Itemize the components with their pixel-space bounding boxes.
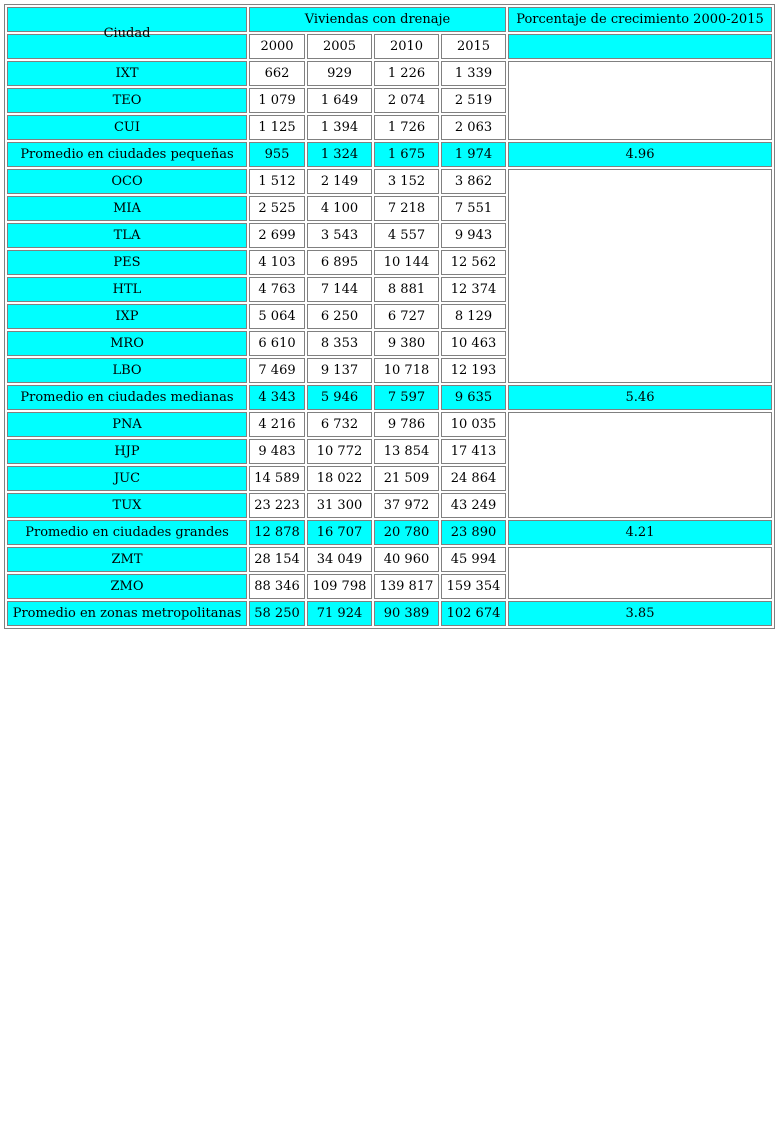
city-name-cell: ZMT — [7, 547, 247, 572]
city-name-cell: OCO — [7, 169, 247, 194]
value-cell: 929 — [307, 61, 372, 86]
value-cell: 31 300 — [307, 493, 372, 518]
value-cell: 3 862 — [441, 169, 506, 194]
average-label-cell: Promedio en ciudades medianas — [7, 385, 247, 410]
growth-empty-cell — [508, 547, 772, 599]
city-name-cell: PNA — [7, 412, 247, 437]
average-value-cell: 1 324 — [307, 142, 372, 167]
average-value-cell: 58 250 — [249, 601, 305, 626]
value-cell: 45 994 — [441, 547, 506, 572]
value-cell: 6 250 — [307, 304, 372, 329]
city-name-cell: PES — [7, 250, 247, 275]
city-name-cell: TLA — [7, 223, 247, 248]
value-cell: 2 074 — [374, 88, 439, 113]
average-value-cell: 20 780 — [374, 520, 439, 545]
value-cell: 8 353 — [307, 331, 372, 356]
value-cell: 4 557 — [374, 223, 439, 248]
city-name-cell: JUC — [7, 466, 247, 491]
value-cell: 37 972 — [374, 493, 439, 518]
value-cell: 8 129 — [441, 304, 506, 329]
housing-drainage-table — [4, 4, 775, 629]
growth-column-header: Porcentaje de crecimiento 2000-2015 — [508, 7, 772, 32]
value-cell: 2 525 — [249, 196, 305, 221]
average-value-cell: 23 890 — [441, 520, 506, 545]
value-cell: 4 216 — [249, 412, 305, 437]
value-cell: 43 249 — [441, 493, 506, 518]
growth-value-cell: 3.85 — [508, 601, 772, 626]
value-cell: 1 394 — [307, 115, 372, 140]
table-row — [7, 412, 772, 437]
value-cell: 28 154 — [249, 547, 305, 572]
city-name-cell: ZMO — [7, 574, 247, 599]
header-row-1 — [7, 7, 772, 32]
average-row — [7, 142, 772, 167]
value-cell: 1 726 — [374, 115, 439, 140]
value-cell: 1 512 — [249, 169, 305, 194]
growth-value-cell: 4.96 — [508, 142, 772, 167]
value-cell: 88 346 — [249, 574, 305, 599]
value-cell: 3 543 — [307, 223, 372, 248]
value-cell: 9 786 — [374, 412, 439, 437]
value-cell: 1 649 — [307, 88, 372, 113]
value-cell: 2 519 — [441, 88, 506, 113]
value-cell: 7 469 — [249, 358, 305, 383]
city-column-header — [7, 7, 247, 41]
value-cell: 6 895 — [307, 250, 372, 275]
value-cell: 23 223 — [249, 493, 305, 518]
value-cell: 18 022 — [307, 466, 372, 491]
value-cell: 4 763 — [249, 277, 305, 302]
value-cell: 6 732 — [307, 412, 372, 437]
city-name-cell: IXT — [7, 61, 247, 86]
value-cell: 2 063 — [441, 115, 506, 140]
value-cell: 9 137 — [307, 358, 372, 383]
value-cell: 17 413 — [441, 439, 506, 464]
average-value-cell: 12 878 — [249, 520, 305, 545]
value-cell: 139 817 — [374, 574, 439, 599]
value-cell: 2 149 — [307, 169, 372, 194]
city-header-label: Ciudad — [103, 26, 151, 41]
value-cell: 662 — [249, 61, 305, 86]
table-row — [7, 169, 772, 194]
value-cell: 6 727 — [374, 304, 439, 329]
growth-empty-cell — [508, 412, 772, 518]
average-row — [7, 520, 772, 545]
average-value-cell: 955 — [249, 142, 305, 167]
value-cell: 1 226 — [374, 61, 439, 86]
value-cell: 4 100 — [307, 196, 372, 221]
value-cell: 3 152 — [374, 169, 439, 194]
value-cell: 5 064 — [249, 304, 305, 329]
city-name-cell: HTL — [7, 277, 247, 302]
value-cell: 12 562 — [441, 250, 506, 275]
growth-empty-cell — [508, 61, 772, 140]
city-name-cell: IXP — [7, 304, 247, 329]
average-value-cell: 4 343 — [249, 385, 305, 410]
value-cell: 10 035 — [441, 412, 506, 437]
value-cell: 2 699 — [249, 223, 305, 248]
value-cell: 159 354 — [441, 574, 506, 599]
average-value-cell: 90 389 — [374, 601, 439, 626]
growth-header-spacer — [508, 34, 772, 59]
year-header: 2010 — [374, 34, 439, 59]
growth-empty-cell — [508, 169, 772, 383]
average-value-cell: 1 675 — [374, 142, 439, 167]
value-cell: 10 718 — [374, 358, 439, 383]
value-cell: 7 218 — [374, 196, 439, 221]
table-row — [7, 61, 772, 86]
growth-value-cell: 5.46 — [508, 385, 772, 410]
value-cell: 13 854 — [374, 439, 439, 464]
average-label-cell: Promedio en ciudades grandes — [7, 520, 247, 545]
value-cell: 1 339 — [441, 61, 506, 86]
city-name-cell: MRO — [7, 331, 247, 356]
average-value-cell: 5 946 — [307, 385, 372, 410]
value-cell: 10 772 — [307, 439, 372, 464]
value-cell: 12 193 — [441, 358, 506, 383]
average-value-cell: 71 924 — [307, 601, 372, 626]
average-row — [7, 385, 772, 410]
value-cell: 109 798 — [307, 574, 372, 599]
city-name-cell: HJP — [7, 439, 247, 464]
value-cell: 10 463 — [441, 331, 506, 356]
drainage-group-header: Viviendas con drenaje — [249, 7, 506, 32]
year-header: 2015 — [441, 34, 506, 59]
average-value-cell: 9 635 — [441, 385, 506, 410]
value-cell: 21 509 — [374, 466, 439, 491]
value-cell: 8 881 — [374, 277, 439, 302]
value-cell: 24 864 — [441, 466, 506, 491]
city-name-cell: MIA — [7, 196, 247, 221]
growth-value-cell: 4.21 — [508, 520, 772, 545]
value-cell: 6 610 — [249, 331, 305, 356]
value-cell: 10 144 — [374, 250, 439, 275]
table-row — [7, 547, 772, 572]
value-cell: 1 079 — [249, 88, 305, 113]
average-label-cell: Promedio en zonas metropolitanas — [7, 601, 247, 626]
value-cell: 14 589 — [249, 466, 305, 491]
value-cell: 12 374 — [441, 277, 506, 302]
year-header: 2005 — [307, 34, 372, 59]
city-name-cell: TEO — [7, 88, 247, 113]
average-label-cell: Promedio en ciudades pequeñas — [7, 142, 247, 167]
value-cell: 4 103 — [249, 250, 305, 275]
average-value-cell: 102 674 — [441, 601, 506, 626]
city-name-cell: CUI — [7, 115, 247, 140]
value-cell: 9 483 — [249, 439, 305, 464]
value-cell: 34 049 — [307, 547, 372, 572]
year-header: 2000 — [249, 34, 305, 59]
value-cell: 9 380 — [374, 331, 439, 356]
average-value-cell: 16 707 — [307, 520, 372, 545]
value-cell: 7 144 — [307, 277, 372, 302]
value-cell: 9 943 — [441, 223, 506, 248]
city-name-cell: LBO — [7, 358, 247, 383]
average-row — [7, 601, 772, 626]
average-value-cell: 1 974 — [441, 142, 506, 167]
value-cell: 1 125 — [249, 115, 305, 140]
average-value-cell: 7 597 — [374, 385, 439, 410]
city-name-cell: TUX — [7, 493, 247, 518]
value-cell: 7 551 — [441, 196, 506, 221]
value-cell: 40 960 — [374, 547, 439, 572]
